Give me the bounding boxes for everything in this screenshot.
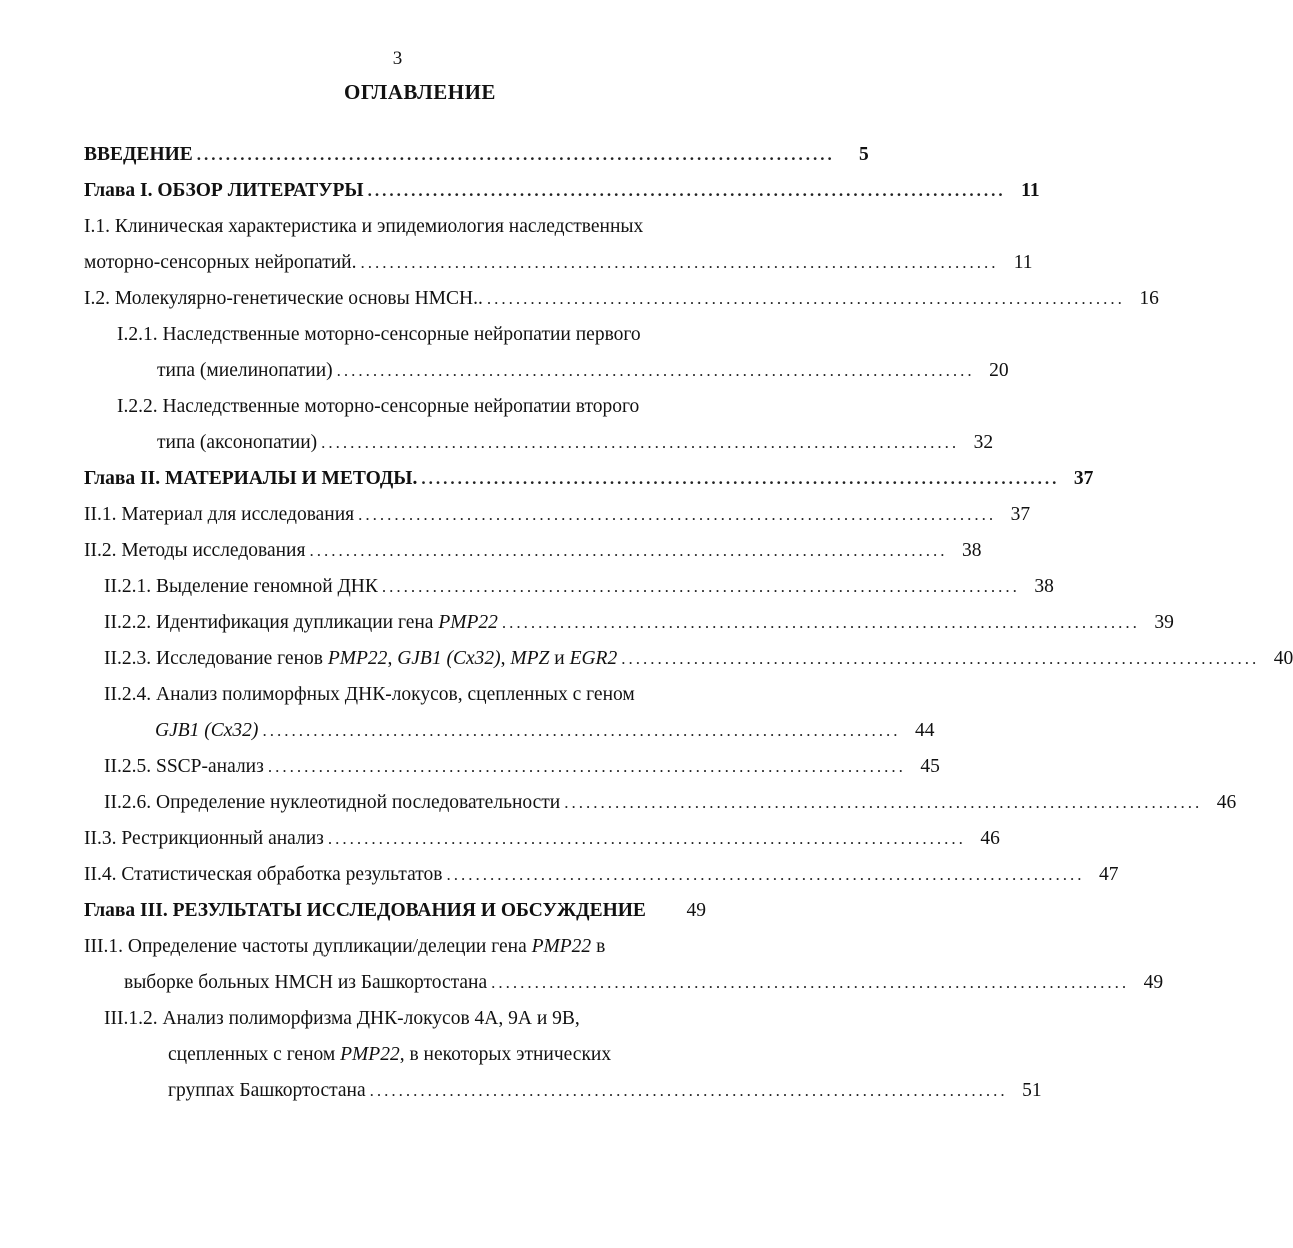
toc-page: 40 bbox=[1273, 648, 1293, 669]
dot-leader: ........................................................................................ bbox=[369, 1081, 1008, 1100]
toc-page: 46 bbox=[1216, 792, 1237, 813]
toc-entry-1-1[interactable] bbox=[84, 249, 1033, 277]
toc-page: 47 bbox=[1098, 864, 1119, 885]
toc-entry-2-2-1[interactable] bbox=[104, 573, 1054, 601]
dot-leader: ........................................................................................ bbox=[446, 865, 1085, 884]
toc-entry-text-line2: сцепленных с геном PMP22, в некоторых этнических bbox=[168, 1044, 612, 1065]
gene-name: GJB1 (Cx32) bbox=[155, 720, 259, 741]
toc-entry-text-line1: I.2.1. Наследственные моторно-сенсорные нейропатии первого bbox=[117, 324, 641, 345]
toc-entry-text: выборке больных НМСН из Башкортостана bbox=[124, 972, 488, 993]
toc-page: 44 bbox=[914, 720, 935, 741]
toc-entry-2-3[interactable] bbox=[84, 825, 1000, 853]
dot-leader: ........................................................................................ bbox=[262, 721, 901, 740]
toc-entry-2-2-6[interactable] bbox=[104, 789, 1237, 817]
toc-entry-2-4[interactable] bbox=[84, 861, 1119, 889]
toc-entry-text: Глава I. ОБЗОР ЛИТЕРАТУРЫ bbox=[84, 180, 364, 201]
toc-entry-chapter-3[interactable] bbox=[84, 897, 706, 925]
gene-name: PMP22 bbox=[327, 648, 388, 669]
toc-entry-text-line1: III.1. Определение частоты дупликации/делеции гена PMP22 в bbox=[84, 936, 606, 957]
gene-name: EGR2 bbox=[569, 648, 618, 669]
dot-leader: ........................................................................................ bbox=[360, 253, 999, 272]
toc-entry-text: группах Башкортостана bbox=[168, 1080, 366, 1101]
toc-entry-text: II.2. Методы исследования bbox=[84, 540, 306, 561]
toc-entry-text: типа (аксонопатии) bbox=[157, 432, 318, 453]
toc-page: 51 bbox=[1022, 1080, 1042, 1101]
toc-entry-text: Глава III. РЕЗУЛЬТАТЫ ИССЛЕДОВАНИЯ И ОБСУЖДЕНИЕ bbox=[84, 900, 646, 921]
toc-entry-text-line1: III.1.2. Анализ полиморфизма ДНК-локусов 4А, 9А и 9В, bbox=[104, 1008, 580, 1029]
page-title: ОГЛАВЛЕНИЕ bbox=[344, 80, 496, 104]
toc-entry-text: II.2.2. Идентификация дупликации гена PMP22 bbox=[104, 612, 498, 633]
toc-entry-2-2-2[interactable] bbox=[104, 609, 1174, 637]
toc-page: 49 bbox=[1143, 972, 1164, 993]
dot-leader: ........................................................................................ bbox=[381, 577, 1020, 596]
dot-leader: ........................................................................................ bbox=[564, 793, 1203, 812]
dot-leader: ........................................................................................ bbox=[321, 433, 960, 452]
dot-leader: ........................................................................................ bbox=[196, 145, 835, 164]
toc-page: 11 bbox=[1021, 180, 1040, 201]
toc-entry-text-line1: I.1. Клиническая характеристика и эпидемиология наследственных bbox=[84, 216, 644, 237]
toc-page: 11 bbox=[1013, 252, 1033, 273]
dot-leader: ........................................................................................ bbox=[491, 973, 1130, 992]
toc-entry-2-2[interactable] bbox=[84, 537, 982, 565]
toc-page: 16 bbox=[1139, 288, 1159, 309]
toc-entry-text: II.2.6. Определение нуклеотидной последовательности bbox=[104, 792, 561, 813]
gene-name: PMP22 bbox=[531, 936, 592, 957]
toc-entry-2-1[interactable] bbox=[84, 501, 1031, 529]
toc-entry-text: моторно-сенсорных нейропатий. bbox=[84, 252, 357, 273]
dot-leader: ........................................................................................ bbox=[309, 541, 948, 560]
dot-leader: ........................................................................................ bbox=[267, 757, 906, 776]
gene-name: GJB1 (Cx32) bbox=[397, 648, 501, 669]
toc-entry-text: II.2.1. Выделение геномной ДНК bbox=[104, 576, 378, 597]
toc-entry-text-line1: II.2.4. Анализ полиморфных ДНК-локусов, сцепленных с геном bbox=[104, 684, 635, 705]
toc-entry-text: II.1. Материал для исследования bbox=[84, 504, 355, 525]
toc-page: 32 bbox=[973, 432, 994, 453]
dot-leader: ........................................................................................ bbox=[327, 829, 966, 848]
toc-entry-introduction[interactable] bbox=[84, 141, 869, 169]
dot-leader: ........................................................................................ bbox=[621, 649, 1260, 668]
toc-page: 46 bbox=[980, 828, 1000, 849]
toc-page: 45 bbox=[920, 756, 940, 777]
toc-entry-chapter-2[interactable] bbox=[84, 465, 1094, 493]
toc-entry-text: II.2.5. SSCP-анализ bbox=[104, 756, 264, 777]
dot-leader: ........................................................................................ bbox=[486, 289, 1125, 308]
toc-page: 37 bbox=[1010, 504, 1031, 525]
toc-entry-text: Глава II. МАТЕРИАЛЫ И МЕТОДЫ. bbox=[84, 468, 418, 489]
toc-entry-2-2-5[interactable] bbox=[104, 753, 940, 781]
toc-page: 39 bbox=[1154, 612, 1174, 633]
toc-page: 38 bbox=[1034, 576, 1054, 597]
toc-page: 20 bbox=[989, 360, 1009, 381]
dot-leader: ........................................................................................ bbox=[421, 469, 1060, 488]
toc-entry-text-line1: I.2.2. Наследственные моторно-сенсорные нейропатии второго bbox=[117, 396, 640, 417]
dot-leader: ........................................................................................ bbox=[501, 613, 1140, 632]
gene-name: PMP22 bbox=[438, 612, 498, 633]
toc-entry-chapter-1[interactable] bbox=[84, 177, 1040, 205]
toc-entry-text: II.4. Статистическая обработка результатов bbox=[84, 864, 443, 885]
toc-entry-text: ВВЕДЕНИЕ bbox=[84, 144, 193, 165]
toc-page: 5 bbox=[859, 144, 869, 165]
page-number: 3 bbox=[392, 48, 403, 69]
toc-page: 38 bbox=[961, 540, 982, 561]
dot-leader: ........................................................................................ bbox=[336, 361, 975, 380]
toc-entry-3-1[interactable] bbox=[124, 969, 1164, 997]
toc-entry-text: II.2.3. Исследование генов PMP22, GJB1 (Cx32), MPZ и EGR2 bbox=[104, 648, 618, 669]
toc-entry-1-2[interactable] bbox=[84, 285, 1159, 313]
toc-entry-text: II.3. Рестрикционный анализ bbox=[84, 828, 324, 849]
gene-name: MPZ bbox=[510, 648, 550, 669]
toc-page: 37 bbox=[1073, 468, 1094, 489]
gene-name: PMP22 bbox=[340, 1044, 400, 1065]
toc-entry-2-2-4[interactable] bbox=[155, 717, 935, 745]
dot-leader: ........................................................................................ bbox=[367, 181, 1006, 200]
toc-entry-1-2-1[interactable] bbox=[157, 357, 1009, 385]
toc-entry-3-1-2[interactable] bbox=[168, 1077, 1042, 1105]
toc-entry-text: I.2. Молекулярно-генетические основы НМСН.. bbox=[84, 288, 483, 309]
toc-entry-text: типа (миелинопатии) bbox=[157, 360, 333, 381]
toc-page: 49 bbox=[686, 900, 706, 921]
dot-leader: ........................................................................................ bbox=[358, 505, 997, 524]
toc-entry-1-2-2[interactable] bbox=[157, 429, 994, 457]
toc-entry-2-2-3[interactable] bbox=[104, 645, 1293, 673]
